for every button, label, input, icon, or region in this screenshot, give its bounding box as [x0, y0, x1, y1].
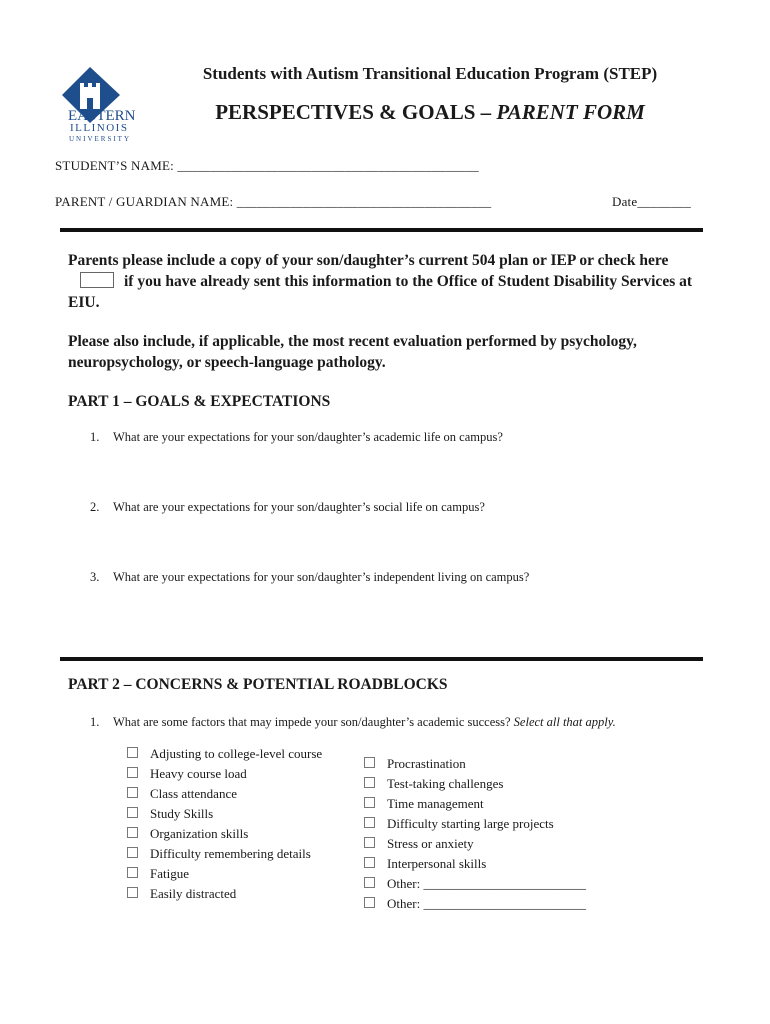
section-divider-top — [60, 228, 703, 232]
option-item[interactable] — [364, 754, 586, 774]
option-label: Other: _________________________ — [387, 896, 586, 911]
checkbox[interactable] — [364, 877, 375, 888]
option-label: Difficulty remembering details — [150, 846, 311, 861]
option-label: Study Skills — [150, 806, 214, 821]
option-item[interactable] — [364, 814, 586, 834]
option-item[interactable] — [364, 854, 586, 874]
option-label: Other: _________________________ — [387, 876, 586, 891]
option-item[interactable] — [127, 844, 322, 864]
part1-question-2 — [90, 500, 485, 515]
question-text: What are your expectations for your son/daughter’s academic life on campus? — [113, 430, 503, 444]
option-item[interactable] — [364, 834, 586, 854]
option-item[interactable] — [364, 894, 586, 914]
option-item[interactable] — [127, 864, 322, 884]
option-label: Class attendance — [150, 786, 237, 801]
checkbox[interactable] — [364, 857, 375, 868]
part1-heading: PART 1 – GOALS & EXPECTATIONS — [68, 393, 331, 410]
date-field[interactable]: Date________ — [612, 194, 691, 209]
checkbox[interactable] — [127, 827, 138, 838]
checkbox[interactable] — [364, 777, 375, 788]
option-item[interactable] — [127, 884, 322, 904]
option-label: Fatigue — [150, 866, 189, 881]
svg-text:EASTERN: EASTERN — [68, 108, 136, 124]
question-text: What are your expectations for your son/daughter’s independent living on campus? — [113, 570, 530, 584]
option-label: Difficulty starting large projects — [387, 816, 554, 831]
intro-paragraph-2: Please also include, if applicable, the most recent evaluation performed by psychology, neuropsychology, or speech-language pathology. — [68, 333, 637, 371]
already-sent-checkbox[interactable] — [80, 272, 114, 288]
question-number: 2. — [90, 500, 100, 514]
option-label: Stress or anxiety — [387, 836, 474, 851]
options-right-column — [364, 754, 586, 914]
svg-text:ILLINOIS: ILLINOIS — [70, 122, 129, 134]
program-title: Students with Autism Transitional Education Program (STEP) — [202, 64, 658, 83]
checkbox[interactable] — [364, 757, 375, 768]
checkbox[interactable] — [127, 867, 138, 878]
form-title-main: PERSPECTIVES & GOALS – — [215, 100, 492, 124]
option-item[interactable] — [127, 804, 322, 824]
options-left-column — [127, 744, 322, 904]
part1-question-3 — [90, 570, 529, 585]
question-number: 1. — [90, 715, 100, 729]
question-number: 3. — [90, 570, 100, 584]
checkbox[interactable] — [127, 767, 138, 778]
option-label: Easily distracted — [150, 886, 237, 901]
part2-question-1 — [90, 715, 616, 730]
option-item[interactable] — [127, 744, 322, 764]
option-label: Adjusting to college-level course — [150, 746, 323, 761]
parent-name-field[interactable]: PARENT / GUARDIAN NAME: ______________________________________ — [55, 194, 492, 209]
question-hint: Select all that apply. — [513, 715, 616, 729]
question-text: What are your expectations for your son/daughter’s social life on campus? — [113, 500, 485, 514]
checkbox[interactable] — [364, 897, 375, 908]
checkbox[interactable] — [364, 837, 375, 848]
option-item[interactable] — [364, 794, 586, 814]
question-text: What are some factors that may impede your son/daughter’s academic success? — [113, 715, 511, 729]
checkbox[interactable] — [364, 797, 375, 808]
student-name-field[interactable]: STUDENT’S NAME: _____________________________________________ — [55, 158, 479, 173]
checkbox[interactable] — [127, 847, 138, 858]
option-item[interactable] — [364, 874, 586, 894]
option-item[interactable] — [127, 764, 322, 784]
option-label: Organization skills — [150, 826, 249, 841]
option-label: Heavy course load — [150, 766, 247, 781]
checkbox[interactable] — [127, 887, 138, 898]
part2-heading: PART 2 – CONCERNS & POTENTIAL ROADBLOCKS — [68, 676, 448, 693]
part1-question-1 — [90, 430, 503, 445]
option-item[interactable] — [127, 824, 322, 844]
option-item[interactable] — [127, 784, 322, 804]
option-label: Test-taking challenges — [387, 776, 504, 791]
section-divider-middle — [60, 657, 703, 661]
option-label: Procrastination — [387, 756, 466, 771]
intro-text-before: Parents please include a copy of your son/daughter’s current 504 plan or IEP or check here — [68, 252, 669, 269]
checkbox[interactable] — [127, 787, 138, 798]
intro-text-after: if you have already sent this information to the Office of Student Disability Services at EIU. — [68, 273, 693, 311]
checkbox[interactable] — [127, 807, 138, 818]
svg-text:UNIVERSITY: UNIVERSITY — [69, 135, 131, 143]
checkbox[interactable] — [127, 747, 138, 758]
intro-paragraph-1 — [68, 250, 698, 313]
option-label: Time management — [387, 796, 484, 811]
option-label: Interpersonal skills — [387, 856, 487, 871]
form-title — [160, 100, 700, 125]
form-title-italic: PARENT FORM — [496, 100, 645, 124]
checkbox[interactable] — [364, 817, 375, 828]
option-item[interactable] — [364, 774, 586, 794]
eiu-logo — [60, 65, 150, 145]
question-number: 1. — [90, 430, 100, 444]
